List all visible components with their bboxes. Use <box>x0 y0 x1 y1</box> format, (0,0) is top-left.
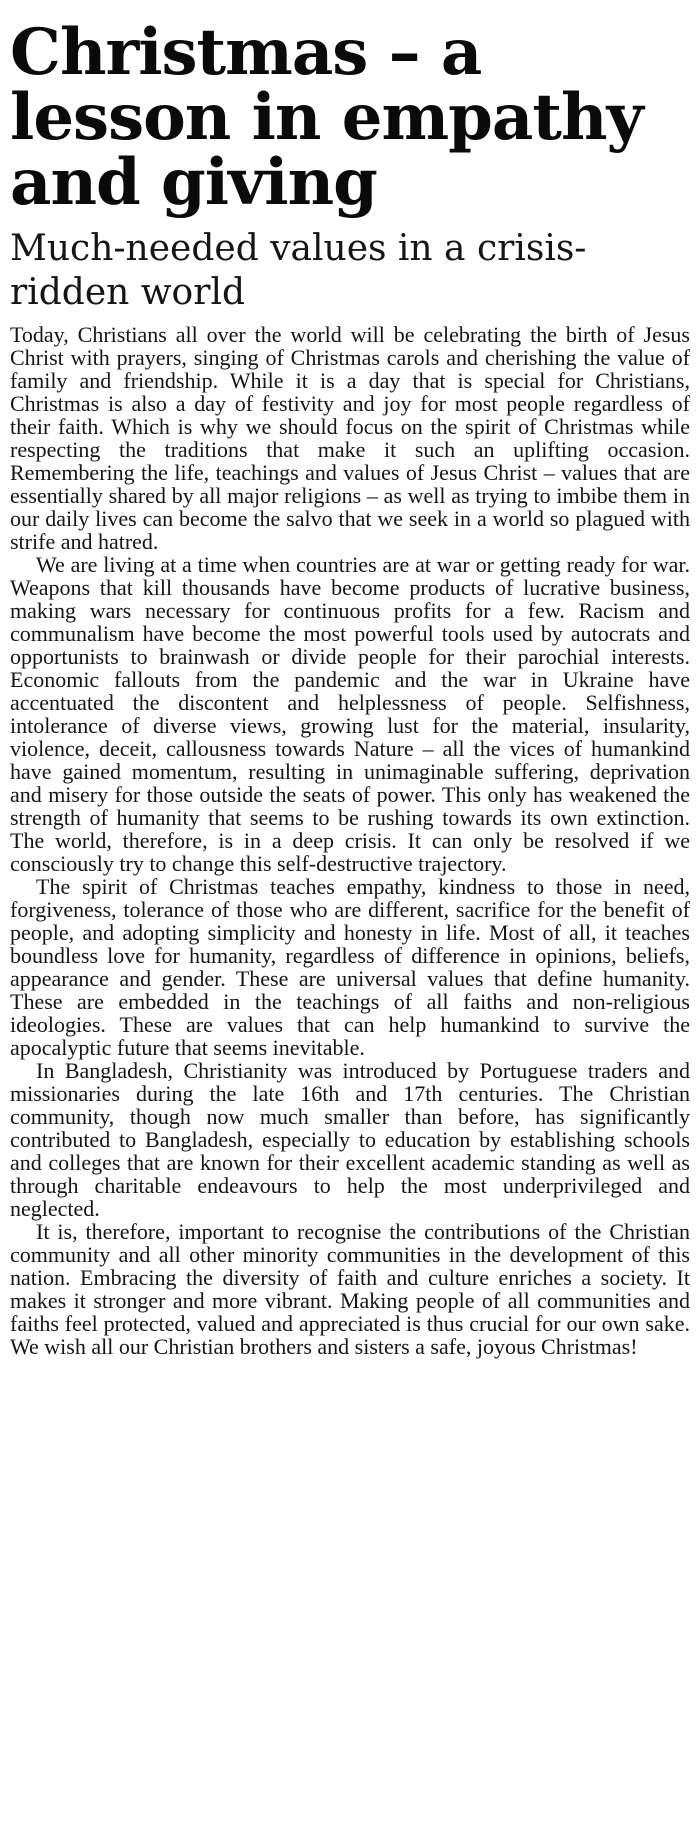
body-paragraph: It is, therefore, important to recognise the contributions of the Christian community and all other minority communities in the development of this nation. Embracing the diversity of faith and culture enriches a society. It makes it stronger and more vibrant. Making people of all communities and faiths feel protected, valued and appreciated is thus crucial for our own sake. We wish all our Christian brothers and sisters a safe, joyous Christmas! <box>10 1219 690 1359</box>
headline: Christmas – a lesson in empathy and giving <box>10 15 643 220</box>
editorial-article <box>10 0 690 1358</box>
body-paragraph: We are living at a time when countries are at war or getting ready for war. Weapons that kill thousands have become products of lucrative business, making wars necessary for continuous profits for a few. Racism and communalism have become the most powerful tools used by autocrats and opportunists to brainwash or divide people for their parochial interests. Economic fallouts from the pandemic and the war in Ukraine have accentuated the discontent and helplessness of people. Selfishness, intolerance of diverse views, growing lust for the material, insularity, violence, deceit, callousness towards Nature – all the vices of humankind have gained momentum, resulting in unimaginable suffering, deprivation and misery for those outside the seats of power. This only has weakened the strength of humanity that seems to be rushing towards its own extinction. The world, therefore, is in a deep crisis. It can only be resolved if we consciously try to change this self-destructive trajectory. <box>10 552 690 876</box>
body-paragraph: The spirit of Christmas teaches empathy, kindness to those in need, forgiveness, tolerance of those who are different, sacrifice for the benefit of people, and adopting simplicity and honesty in life. Most of all, it teaches boundless love for humanity, regardless of difference in opinions, beliefs, appearance and gender. These are universal values that define humanity. These are embedded in the teachings of all faiths and non-religious ideologies. These are values that can help humankind to survive the apocalyptic future that seems inevitable. <box>10 874 690 1060</box>
standfirst: Much-needed values in a crisis-ridden world <box>10 228 587 313</box>
body-paragraph: In Bangladesh, Christianity was introduced by Portuguese traders and missionaries during the late 16th and 17th centuries. The Christian community, though now much smaller than before, has significantly contributed to Bangladesh, especially to education by establishing schools and colleges that are known for their excellent academic standing as well as through charitable endeavours to help the most underprivileged and neglected. <box>10 1058 690 1221</box>
article-body <box>10 323 690 1358</box>
body-paragraph: Today, Christians all over the world will be celebrating the birth of Jesus Christ with prayers, singing of Christmas carols and cherishing the value of family and friendship. While it is a day that is special for Christians, Christmas is also a day of festivity and joy for most people regardless of their faith. Which is why we should focus on the spirit of Christmas while respecting the traditions that make it such an uplifting occasion. Remembering the life, teachings and values of Jesus Christ – values that are essentially shared by all major religions – as well as trying to imbibe them in our daily lives can become the salvo that we seek in a world so plagued with strife and hatred. <box>10 322 690 554</box>
